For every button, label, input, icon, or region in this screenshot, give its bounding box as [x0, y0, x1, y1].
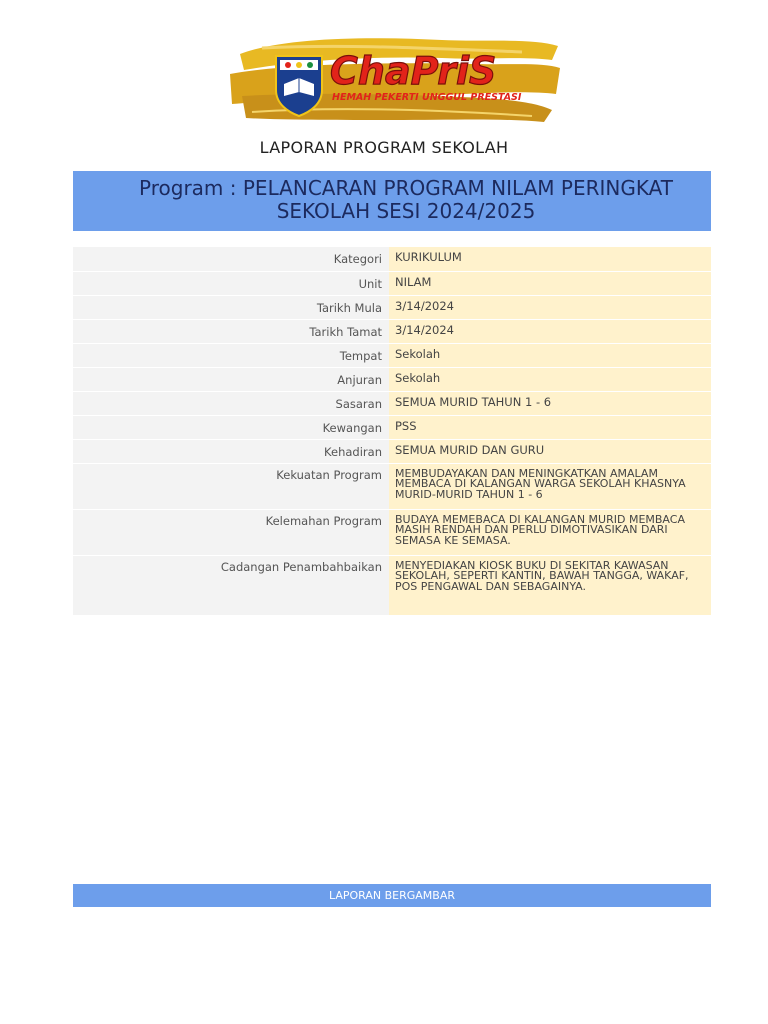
table-row: [73, 391, 711, 415]
table-row: [73, 439, 711, 463]
detail-value: 3/14/2024: [389, 319, 711, 343]
table-row: [73, 415, 711, 439]
svg-text:HEMAH PEKERTI UNGGUL PRESTASI: HEMAH PEKERTI UNGGUL PRESTASI: [332, 92, 522, 103]
school-logo-banner: [222, 34, 562, 126]
program-name-line1: PELANCARAN PROGRAM NILAM PERINGKAT: [242, 176, 673, 200]
table-row: [73, 555, 711, 615]
table-row: [73, 295, 711, 319]
detail-value: SEMUA MURID TAHUN 1 - 6: [389, 391, 711, 415]
detail-label: Kelemahan Program: [73, 509, 389, 555]
photo-report-header: LAPORAN BERGAMBAR: [73, 884, 711, 907]
table-row: [73, 343, 711, 367]
detail-label: Cadangan Penambahbaikan: [73, 555, 389, 615]
detail-label: Kehadiran: [73, 439, 389, 463]
detail-value: Sekolah: [389, 343, 711, 367]
school-crest-icon: [276, 56, 322, 116]
table-row: [73, 271, 711, 295]
detail-label: Kewangan: [73, 415, 389, 439]
detail-value: PSS: [389, 415, 711, 439]
program-prefix: Program :: [139, 176, 237, 200]
detail-value: 3/14/2024: [389, 295, 711, 319]
table-row: [73, 463, 711, 509]
detail-value: MEMBUDAYAKAN DAN MENINGKATKAN AMALAM MEMBACA DI KALANGAN WARGA SEKOLAH KHASNYA MURID-MURID TAHUN 1 - 6: [389, 463, 711, 509]
table-row: [73, 247, 711, 271]
detail-label: Unit: [73, 271, 389, 295]
detail-label: Kekuatan Program: [73, 463, 389, 509]
detail-label: Tarikh Mula: [73, 295, 389, 319]
detail-label: Tempat: [73, 343, 389, 367]
program-details-table: [73, 247, 711, 616]
detail-value: SEMUA MURID DAN GURU: [389, 439, 711, 463]
detail-value: MENYEDIAKAN KIOSK BUKU DI SEKITAR KAWASAN SEKOLAH, SEPERTI KANTIN, BAWAH TANGGA, WAKAF, POS PENGAWAL DAN SEBAGAINYA.: [389, 555, 711, 615]
detail-value: BUDAYA MEMEBACA DI KALANGAN MURID MEMBACA MASIH RENDAH DAN PERLU DIMOTIVASIKAN DARI SEMASA KE SEMASA.: [389, 509, 711, 555]
table-row: [73, 367, 711, 391]
detail-label: Kategori: [73, 247, 389, 271]
detail-label: Anjuran: [73, 367, 389, 391]
detail-value: Sekolah: [389, 367, 711, 391]
detail-label: Sasaran: [73, 391, 389, 415]
program-name-line2: SEKOLAH SESI 2024/2025: [276, 199, 536, 223]
table-row: [73, 509, 711, 555]
detail-label: Tarikh Tamat: [73, 319, 389, 343]
detail-value: KURIKULUM: [389, 247, 711, 271]
svg-text:ChaPriS: ChaPriS: [330, 49, 497, 93]
report-title: LAPORAN PROGRAM SEKOLAH: [259, 138, 509, 157]
table-row: [73, 319, 711, 343]
detail-value: NILAM: [389, 271, 711, 295]
program-banner: [73, 171, 711, 231]
